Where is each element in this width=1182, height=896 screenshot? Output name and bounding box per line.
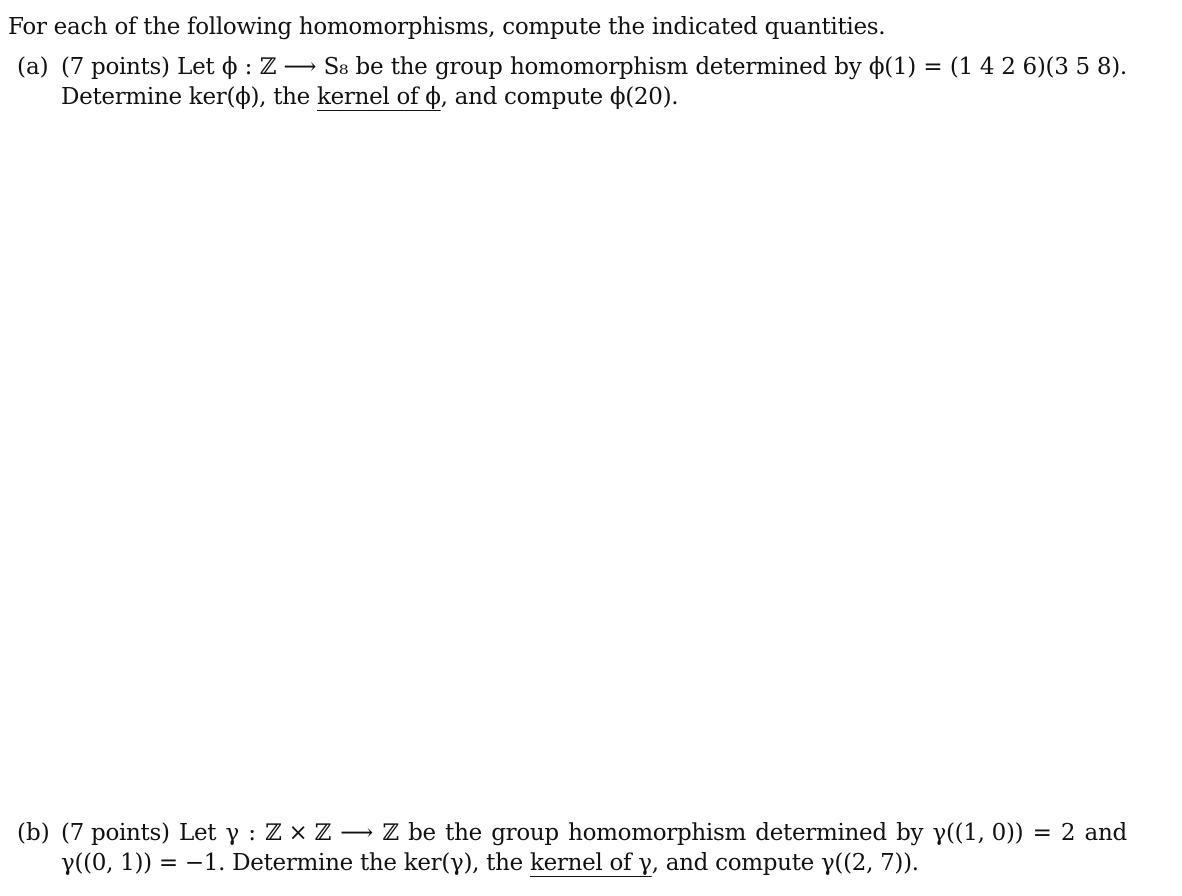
part-b-word: = xyxy=(1032,820,1052,846)
part-b-word: γ((1, 0)) xyxy=(932,820,1024,846)
part-b-word: determined xyxy=(755,820,887,846)
part-b-points: (7 points) xyxy=(61,820,170,846)
part-a-points: (7 points) xyxy=(61,54,170,80)
part-b-word: : xyxy=(248,820,256,846)
part-b-label: (b) xyxy=(17,820,50,846)
part-b-line-2-post: , and compute γ((2, 7)). xyxy=(651,850,919,876)
part-a-line-2 xyxy=(61,83,678,111)
part-b-word: be xyxy=(408,820,436,846)
part-a-word: determined xyxy=(695,54,827,80)
part-a-word: the xyxy=(390,54,428,80)
part-a-word: ϕ xyxy=(221,54,238,80)
part-a-label: (a) xyxy=(17,54,49,80)
part-a-word: ϕ(1) xyxy=(868,54,916,80)
part-a-word: (1 4 2 6)(3 5 8). xyxy=(949,54,1127,80)
part-b-line-2-pre: γ((0, 1)) = −1. Determine the ker(γ), the xyxy=(61,850,530,876)
part-b-word: ℤ xyxy=(382,820,399,846)
part-a-word: ⟶ xyxy=(283,54,317,80)
part-b-word: by xyxy=(896,820,924,846)
part-a-word: by xyxy=(834,54,862,80)
part-a-word: homomorphism xyxy=(510,54,688,80)
part-a-kernel-link: kernel of ϕ xyxy=(316,84,441,110)
part-b-word: group xyxy=(491,820,559,846)
part-b-word: and xyxy=(1084,820,1127,846)
part-a-word: : xyxy=(244,54,253,80)
part-b-word: 2 xyxy=(1060,820,1076,846)
part-a-word: Let xyxy=(177,54,215,80)
part-b-line-1 xyxy=(61,819,1127,847)
part-a-line-1 xyxy=(61,53,1127,81)
part-b-word: homomorphism xyxy=(568,820,746,846)
part-b-word: Let xyxy=(178,820,217,846)
part-a-word: be xyxy=(355,54,384,80)
intro-text: For each of the following homomorphisms, compute the indicated quantities. xyxy=(8,14,886,40)
part-a-word: group xyxy=(434,54,503,80)
part-b-line-2 xyxy=(61,849,919,877)
part-a-word: = xyxy=(923,54,943,80)
part-b-word: ℤ × ℤ xyxy=(265,820,331,846)
part-a-line-2-post: , and compute ϕ(20). xyxy=(440,84,679,110)
part-a-line-2-pre: Determine ker(ϕ), the xyxy=(61,84,317,110)
part-b-word: the xyxy=(445,820,482,846)
part-b-kernel-link: kernel of γ xyxy=(529,850,652,876)
part-a-word: ℤ xyxy=(259,54,277,80)
part-a-word: S₈ xyxy=(323,54,349,80)
part-b-word: γ xyxy=(225,820,239,846)
part-b-word: ⟶ xyxy=(340,820,373,846)
